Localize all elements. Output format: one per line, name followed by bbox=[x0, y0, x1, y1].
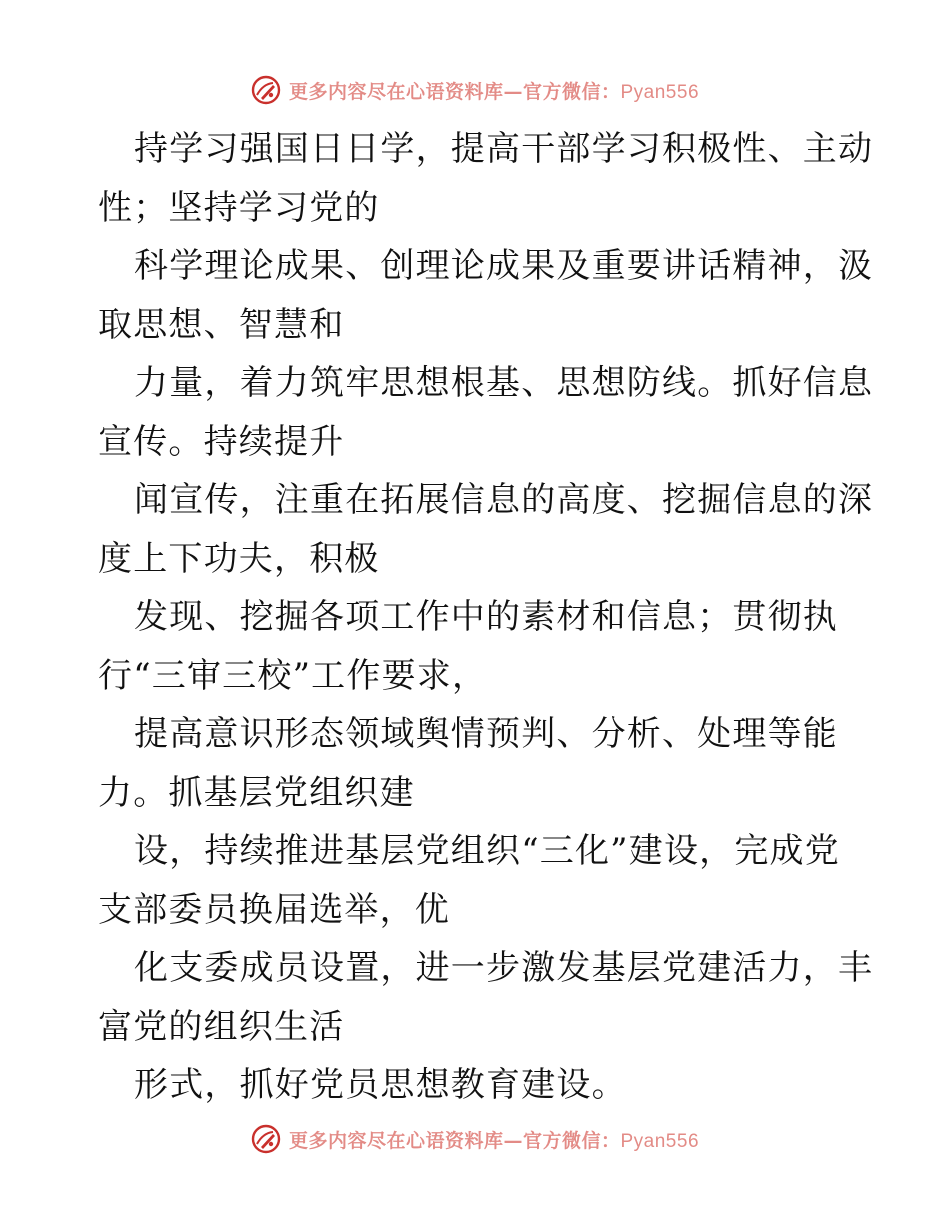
body-line: 闻宣传，注重在拓展信息的高度、挖掘信息的深 bbox=[134, 480, 874, 520]
header-banner bbox=[0, 70, 950, 110]
document-body bbox=[98, 120, 874, 1115]
footer-banner-label: 更多内容尽在心语资料库—官方微信： bbox=[288, 1129, 621, 1152]
red-pen-logo-icon bbox=[251, 75, 281, 105]
body-line: 行“三审三校”工作要求， bbox=[98, 655, 488, 696]
red-pen-logo-icon bbox=[251, 1124, 281, 1154]
body-line: 提高意识形态领域舆情预判、分析、处理等能 bbox=[134, 714, 838, 754]
body-line: 科学理论成果、创理论成果及重要讲话精神，汲 bbox=[134, 246, 874, 286]
footer-banner bbox=[0, 1119, 950, 1159]
body-line: 形式，抓好党员思想教育建设。 bbox=[134, 1065, 627, 1105]
header-banner-label: 更多内容尽在心语资料库—官方微信： bbox=[288, 80, 621, 103]
footer-banner-text bbox=[289, 1126, 699, 1153]
body-line: 持学习强国日日学，提高干部学习积极性、主动 bbox=[134, 129, 874, 169]
body-line: 支部委员换届选举，优 bbox=[98, 889, 450, 930]
body-line: 富党的组织生活 bbox=[98, 1006, 345, 1047]
body-line: 性；坚持学习党的 bbox=[98, 187, 380, 228]
body-line: 化支委成员设置，进一步激发基层党建活力，丰 bbox=[134, 948, 874, 988]
header-banner-handle: Pyan556 bbox=[620, 81, 700, 103]
body-line: 取思想、智慧和 bbox=[98, 304, 345, 345]
body-line: 宣传。持续提升 bbox=[98, 421, 345, 462]
body-line: 力量，着力筑牢思想根基、思想防线。抓好信息 bbox=[134, 363, 874, 403]
body-line: 力。抓基层党组织建 bbox=[98, 772, 415, 813]
footer-banner-handle: Pyan556 bbox=[620, 1130, 700, 1152]
body-line: 发现、挖掘各项工作中的素材和信息；贯彻执 bbox=[134, 597, 838, 637]
body-line: 设，持续推进基层党组织“三化”建设，完成党 bbox=[134, 831, 840, 871]
header-banner-text bbox=[289, 77, 699, 104]
body-line: 度上下功夫，积极 bbox=[98, 538, 380, 579]
